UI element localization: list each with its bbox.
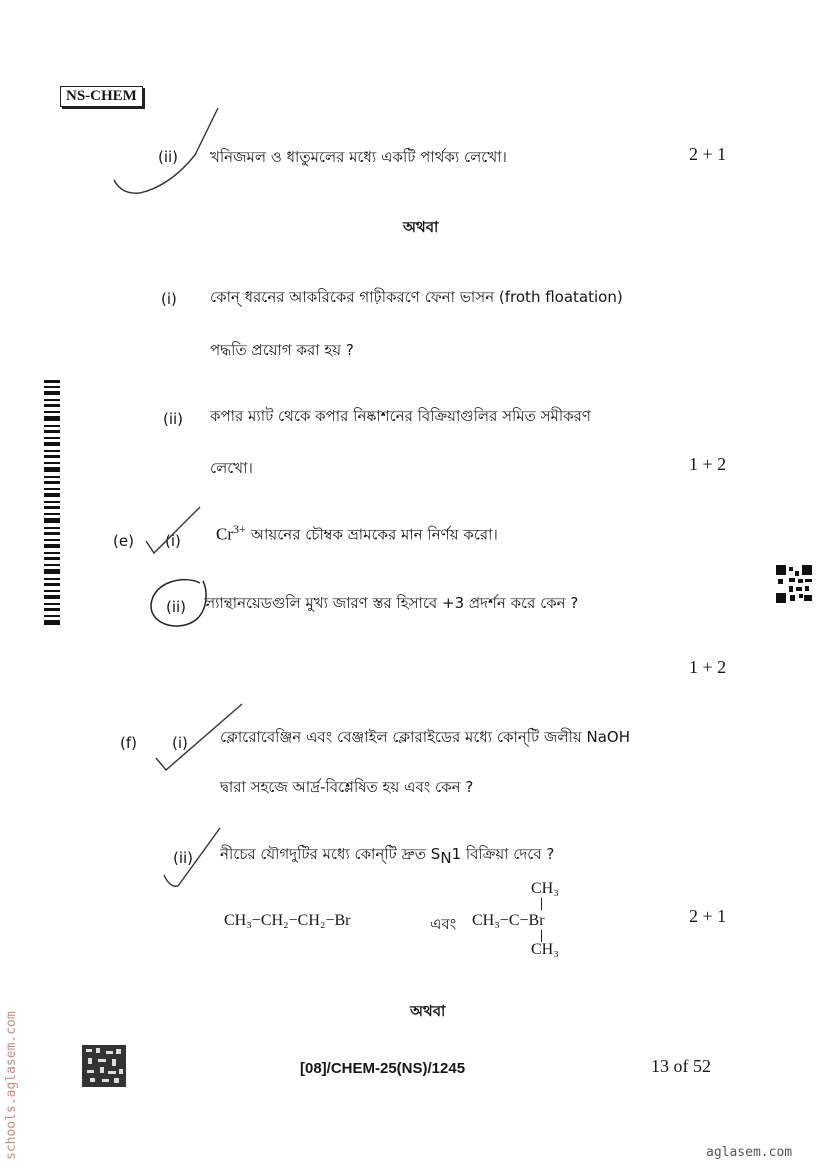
qe-label: (e): [113, 532, 134, 550]
formula-tert-butyl: CH₃−C−Br: [472, 912, 545, 929]
qf-i-line1: ক্লোরোবেঞ্জিন এবং বেঞ্জাইল ক্লোরাইডের মধ্যে কোন্‌টি জলীয় NaOH: [220, 728, 630, 746]
tick-mark-f-i: [148, 700, 248, 780]
tick-mark-1: [100, 100, 240, 210]
qf-ii-question: [220, 843, 554, 868]
qf-marks: 2 + 1: [689, 906, 727, 926]
qe-ii-label: (ii): [166, 598, 187, 616]
tick-mark-f-ii: [160, 820, 240, 900]
q1-ii-text: খনিজমল ও ধাতুমলের মধ্যে একটি পার্থক্য লেখো।: [210, 148, 507, 166]
qe-ii-text: ল্যান্থানয়েডগুলি মুখ্য জারণ স্তর হিসাবে +3 প্রদর্শন করে কেন ?: [204, 594, 579, 612]
tick-mark-e: [140, 505, 210, 555]
bond-top: [541, 898, 542, 910]
q1-ii-label: (ii): [158, 148, 179, 166]
or-heading-1: অথবা: [403, 218, 439, 236]
qf-ii-label: (ii): [173, 849, 194, 867]
footer-page: 13 of 52: [651, 1056, 711, 1076]
or-heading-2: অথবা: [410, 1002, 446, 1020]
qr-code-right: [776, 565, 812, 603]
q2-i-label: (i): [161, 290, 177, 308]
q2-ii-line2: লেখো।: [210, 459, 253, 477]
formula-propyl-bromide: CH₃−CH₂−CH₂−Br: [224, 912, 351, 929]
q2-ii-label: (ii): [163, 410, 184, 428]
q2-marks: 1 + 2: [689, 454, 727, 474]
qf-ii-text-a: নীচের যৌগদুটির মধ্যে কোন্‌টি দ্রুত S: [220, 845, 441, 863]
side-watermark: schools.aglasem.com: [4, 1011, 19, 1160]
cr-ion: Cr: [216, 524, 233, 544]
qf-ii-sub: N: [440, 849, 452, 868]
footer-code: [08]/CHEM-25(NS)/1245: [300, 1060, 466, 1077]
qf-ii-text-b: 1 বিক্রিয়া দেবে ?: [451, 845, 555, 863]
q2-i-line2: পদ্ধতি প্রয়োগ করা হয় ?: [210, 341, 354, 359]
q2-i-line1: কোন্ ধরনের আকরিকের গাঢ়ীকরণে ফেনা ভাসন (froth floatation): [210, 288, 623, 306]
paper-code-tag: NS-CHEM: [60, 86, 143, 107]
formula-and: এবং: [430, 915, 457, 933]
formula-methyl-top: CH₃: [531, 880, 559, 897]
qf-i-line2: দ্বারা সহজে আর্দ্র-বিশ্লেষিত হয় এবং কেন ?: [220, 778, 474, 796]
qr-code-bottom: [82, 1045, 126, 1087]
qe-marks: 1 + 2: [689, 657, 727, 677]
cr-charge: 3+: [233, 522, 246, 536]
circle-mark-e-ii: [145, 575, 215, 635]
qf-label: (f): [120, 734, 137, 752]
formula-methyl-bottom: CH₃: [531, 941, 559, 958]
qe-i-text: আয়নের চৌম্বক ভ্রামকের মান নির্ণয় করো।: [250, 525, 498, 544]
qe-i-question: [216, 522, 498, 548]
q2-ii-line1: কপার ম্যাট থেকে কপার নিষ্কাশনের বিক্রিয়াগুলির সমিত সমীকরণ: [210, 407, 591, 425]
q1-marks: 2 + 1: [689, 144, 727, 164]
footer-watermark: aglasem.com: [706, 1145, 793, 1160]
barcode-strip: [44, 380, 60, 630]
qf-i-label: (i): [172, 734, 188, 752]
qe-i-label: (i): [165, 532, 181, 550]
